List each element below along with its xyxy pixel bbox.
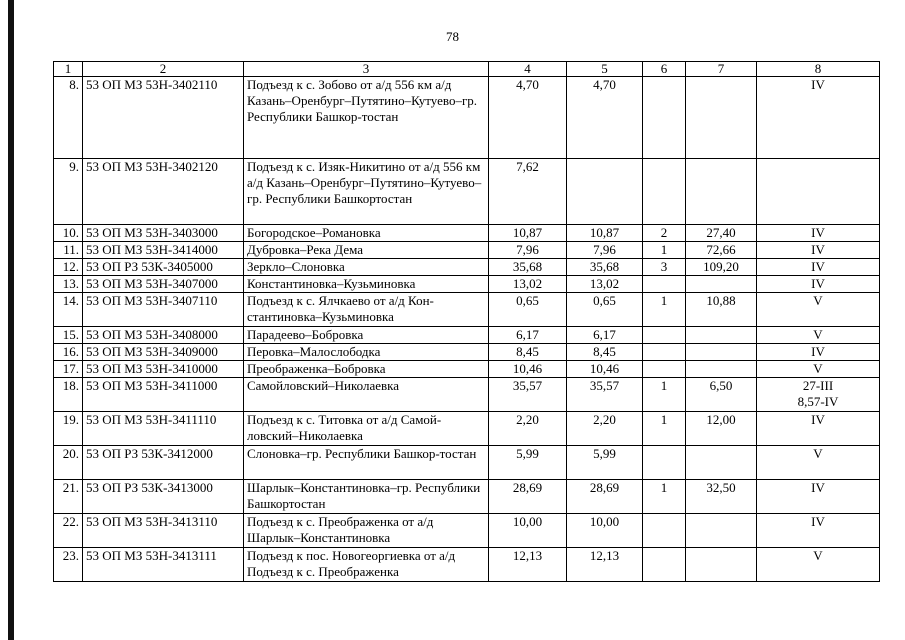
bridges-length-cell bbox=[686, 159, 757, 225]
length-total-cell: 35,68 bbox=[489, 259, 567, 276]
road-name-cell: Подъезд к с. Зобово от а/д 556 км а/д Казань–Оренбург–Путятино–Кутуево–гр. Республики Башкор-тостан bbox=[244, 77, 489, 159]
length-total-cell: 2,20 bbox=[489, 412, 567, 446]
length-total-cell: 35,57 bbox=[489, 378, 567, 412]
bridges-count-cell: 1 bbox=[643, 480, 686, 514]
category-cell: V bbox=[757, 327, 880, 344]
bridges-count-cell: 2 bbox=[643, 225, 686, 242]
table-row bbox=[54, 361, 880, 378]
bridges-count-cell bbox=[643, 361, 686, 378]
table-row bbox=[54, 344, 880, 361]
length-total-cell: 4,70 bbox=[489, 77, 567, 159]
road-name-cell: Подъезд к с. Преображенка от а/д Шарлык–Константиновка bbox=[244, 514, 489, 548]
table-row bbox=[54, 225, 880, 242]
bridges-count-cell bbox=[643, 276, 686, 293]
length-total-cell: 13,02 bbox=[489, 276, 567, 293]
row-number-cell: 9. bbox=[54, 159, 83, 225]
bridges-count-cell: 1 bbox=[643, 293, 686, 327]
road-id-cell: 53 ОП МЗ 53Н-3413111 bbox=[83, 548, 244, 582]
bridges-length-cell: 72,66 bbox=[686, 242, 757, 259]
bridges-count-cell bbox=[643, 344, 686, 361]
length-total-cell: 8,45 bbox=[489, 344, 567, 361]
row-number-cell: 14. bbox=[54, 293, 83, 327]
category-cell: IV bbox=[757, 514, 880, 548]
length-total-cell: 6,17 bbox=[489, 327, 567, 344]
length-total-cell: 10,46 bbox=[489, 361, 567, 378]
category-cell: IV bbox=[757, 344, 880, 361]
bridges-length-cell bbox=[686, 361, 757, 378]
length-paved-cell: 35,57 bbox=[567, 378, 643, 412]
row-number-cell: 19. bbox=[54, 412, 83, 446]
row-number-cell: 11. bbox=[54, 242, 83, 259]
table-row bbox=[54, 378, 880, 412]
road-name-cell: Перовка–Малослободка bbox=[244, 344, 489, 361]
road-name-cell: Подъезд к с. Титовка от а/д Самой-ловский–Николаевка bbox=[244, 412, 489, 446]
length-paved-cell: 28,69 bbox=[567, 480, 643, 514]
road-name-cell: Константиновка–Кузьминовка bbox=[244, 276, 489, 293]
table-row bbox=[54, 412, 880, 446]
bridges-length-cell bbox=[686, 77, 757, 159]
row-number-cell: 15. bbox=[54, 327, 83, 344]
road-id-cell: 53 ОП МЗ 53Н-3411110 bbox=[83, 412, 244, 446]
length-paved-cell: 13,02 bbox=[567, 276, 643, 293]
road-name-cell: Богородское–Романовка bbox=[244, 225, 489, 242]
road-name-cell: Слоновка–гр. Республики Башкор-тостан bbox=[244, 446, 489, 480]
table-row bbox=[54, 242, 880, 259]
table-row bbox=[54, 480, 880, 514]
road-id-cell: 53 ОП РЗ 53К-3413000 bbox=[83, 480, 244, 514]
length-paved-cell: 10,46 bbox=[567, 361, 643, 378]
table-row bbox=[54, 327, 880, 344]
bridges-count-cell: 1 bbox=[643, 242, 686, 259]
bridges-count-cell bbox=[643, 159, 686, 225]
category-cell: V bbox=[757, 361, 880, 378]
length-paved-cell: 0,65 bbox=[567, 293, 643, 327]
table-row bbox=[54, 548, 880, 582]
table-row bbox=[54, 159, 880, 225]
header-cell: 2 bbox=[83, 62, 244, 77]
header-row bbox=[54, 62, 880, 77]
length-paved-cell bbox=[567, 159, 643, 225]
length-paved-cell: 35,68 bbox=[567, 259, 643, 276]
bridges-length-cell bbox=[686, 327, 757, 344]
length-paved-cell: 5,99 bbox=[567, 446, 643, 480]
header-cell: 7 bbox=[686, 62, 757, 77]
header-cell: 3 bbox=[244, 62, 489, 77]
road-id-cell: 53 ОП МЗ 53Н-3402110 bbox=[83, 77, 244, 159]
bridges-length-cell bbox=[686, 276, 757, 293]
length-paved-cell: 2,20 bbox=[567, 412, 643, 446]
category-cell bbox=[757, 159, 880, 225]
road-id-cell: 53 ОП МЗ 53Н-3407000 bbox=[83, 276, 244, 293]
table-row bbox=[54, 259, 880, 276]
binding-edge-bar bbox=[8, 0, 14, 640]
row-number-cell: 18. bbox=[54, 378, 83, 412]
bridges-length-cell: 109,20 bbox=[686, 259, 757, 276]
category-cell: IV bbox=[757, 412, 880, 446]
header-cell: 4 bbox=[489, 62, 567, 77]
road-id-cell: 53 ОП МЗ 53Н-3402120 bbox=[83, 159, 244, 225]
row-number-cell: 20. bbox=[54, 446, 83, 480]
length-paved-cell: 7,96 bbox=[567, 242, 643, 259]
road-name-cell: Подъезд к с. Изяк-Никитино от а/д 556 км а/д Казань–Оренбург–Путятино–Кутуево–гр. Республики Башкортостан bbox=[244, 159, 489, 225]
header-cell: 5 bbox=[567, 62, 643, 77]
category-cell: IV bbox=[757, 77, 880, 159]
length-total-cell: 10,87 bbox=[489, 225, 567, 242]
row-number-cell: 10. bbox=[54, 225, 83, 242]
table-row bbox=[54, 514, 880, 548]
road-name-cell: Подъезд к пос. Новогеоргиевка от а/д Подъезд к с. Преображенка bbox=[244, 548, 489, 582]
road-id-cell: 53 ОП МЗ 53Н-3414000 bbox=[83, 242, 244, 259]
table-row bbox=[54, 293, 880, 327]
road-name-cell: Самойловский–Николаевка bbox=[244, 378, 489, 412]
table-body bbox=[54, 77, 880, 582]
bridges-length-cell bbox=[686, 344, 757, 361]
road-id-cell: 53 ОП МЗ 53Н-3409000 bbox=[83, 344, 244, 361]
category-cell: IV bbox=[757, 276, 880, 293]
table-row bbox=[54, 276, 880, 293]
roads-table bbox=[53, 61, 880, 582]
row-number-cell: 8. bbox=[54, 77, 83, 159]
bridges-length-cell bbox=[686, 548, 757, 582]
bridges-count-cell bbox=[643, 514, 686, 548]
length-total-cell: 5,99 bbox=[489, 446, 567, 480]
bridges-count-cell bbox=[643, 327, 686, 344]
road-id-cell: 53 ОП МЗ 53Н-3403000 bbox=[83, 225, 244, 242]
bridges-length-cell: 27,40 bbox=[686, 225, 757, 242]
road-id-cell: 53 ОП МЗ 53Н-3413110 bbox=[83, 514, 244, 548]
length-total-cell: 28,69 bbox=[489, 480, 567, 514]
category-cell: IV bbox=[757, 259, 880, 276]
header-cell: 8 bbox=[757, 62, 880, 77]
road-name-cell: Дубровка–Река Дема bbox=[244, 242, 489, 259]
category-cell: V bbox=[757, 548, 880, 582]
length-total-cell: 7,96 bbox=[489, 242, 567, 259]
category-cell: IV bbox=[757, 242, 880, 259]
length-paved-cell: 10,87 bbox=[567, 225, 643, 242]
row-number-cell: 13. bbox=[54, 276, 83, 293]
header-cell: 1 bbox=[54, 62, 83, 77]
road-id-cell: 53 ОП МЗ 53Н-3408000 bbox=[83, 327, 244, 344]
category-cell: IV bbox=[757, 225, 880, 242]
category-cell: IV bbox=[757, 480, 880, 514]
table-row bbox=[54, 77, 880, 159]
bridges-length-cell: 6,50 bbox=[686, 378, 757, 412]
length-paved-cell: 8,45 bbox=[567, 344, 643, 361]
length-paved-cell: 12,13 bbox=[567, 548, 643, 582]
bridges-length-cell: 32,50 bbox=[686, 480, 757, 514]
bridges-count-cell bbox=[643, 548, 686, 582]
bridges-length-cell: 12,00 bbox=[686, 412, 757, 446]
table-row bbox=[54, 446, 880, 480]
length-total-cell: 7,62 bbox=[489, 159, 567, 225]
bridges-count-cell: 3 bbox=[643, 259, 686, 276]
bridges-count-cell bbox=[643, 446, 686, 480]
road-name-cell: Шарлык–Константиновка–гр. Республики Башкортостан bbox=[244, 480, 489, 514]
road-id-cell: 53 ОП РЗ 53К-3405000 bbox=[83, 259, 244, 276]
page-number: 78 bbox=[446, 29, 459, 44]
category-cell: V bbox=[757, 446, 880, 480]
bridges-count-cell: 1 bbox=[643, 412, 686, 446]
bridges-length-cell bbox=[686, 514, 757, 548]
road-name-cell: Зеркло–Слоновка bbox=[244, 259, 489, 276]
length-paved-cell: 6,17 bbox=[567, 327, 643, 344]
road-name-cell: Преображенка–Бобровка bbox=[244, 361, 489, 378]
row-number-cell: 16. bbox=[54, 344, 83, 361]
length-paved-cell: 4,70 bbox=[567, 77, 643, 159]
bridges-count-cell bbox=[643, 77, 686, 159]
row-number-cell: 22. bbox=[54, 514, 83, 548]
bridges-count-cell: 1 bbox=[643, 378, 686, 412]
road-id-cell: 53 ОП МЗ 53Н-3407110 bbox=[83, 293, 244, 327]
row-number-cell: 12. bbox=[54, 259, 83, 276]
bridges-length-cell: 10,88 bbox=[686, 293, 757, 327]
road-id-cell: 53 ОП МЗ 53Н-3410000 bbox=[83, 361, 244, 378]
header-cell: 6 bbox=[643, 62, 686, 77]
length-total-cell: 12,13 bbox=[489, 548, 567, 582]
road-id-cell: 53 ОП МЗ 53Н-3411000 bbox=[83, 378, 244, 412]
length-paved-cell: 10,00 bbox=[567, 514, 643, 548]
row-number-cell: 17. bbox=[54, 361, 83, 378]
road-name-cell: Подъезд к с. Ялчкаево от а/д Кон-стантиновка–Кузьминовка bbox=[244, 293, 489, 327]
row-number-cell: 21. bbox=[54, 480, 83, 514]
road-name-cell: Парадеево–Бобровка bbox=[244, 327, 489, 344]
row-number-cell: 23. bbox=[54, 548, 83, 582]
length-total-cell: 10,00 bbox=[489, 514, 567, 548]
category-cell: 27-III 8,57-IV bbox=[757, 378, 880, 412]
category-cell: V bbox=[757, 293, 880, 327]
road-id-cell: 53 ОП РЗ 53К-3412000 bbox=[83, 446, 244, 480]
bridges-length-cell bbox=[686, 446, 757, 480]
length-total-cell: 0,65 bbox=[489, 293, 567, 327]
